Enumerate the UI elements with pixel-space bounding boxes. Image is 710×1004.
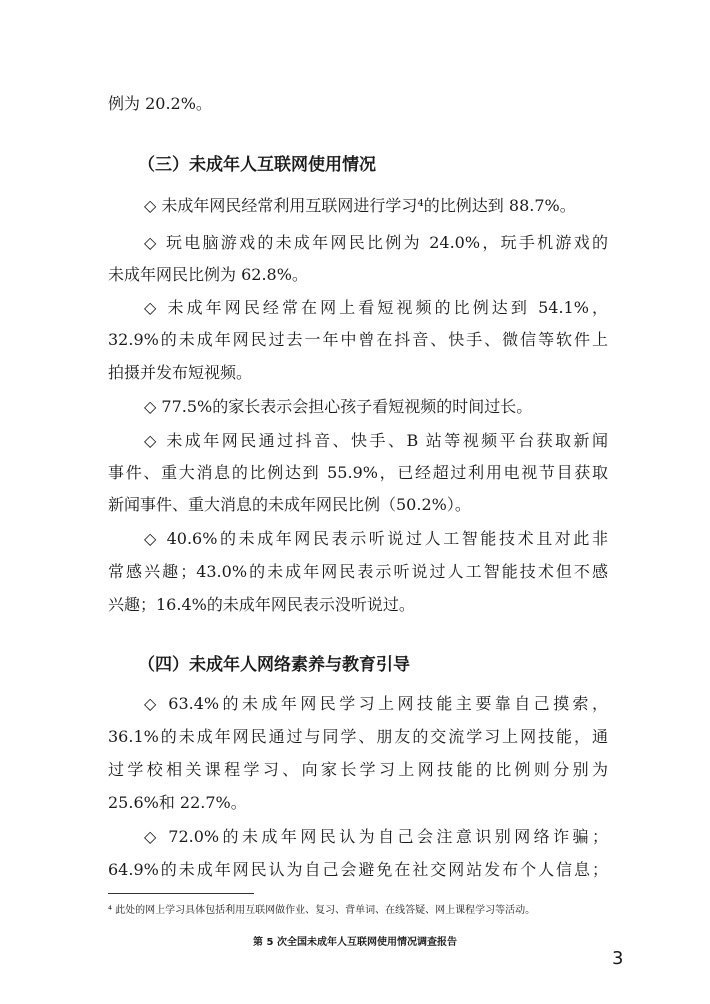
section3-paragraph1: ◇ 未成年网民经常利用互联网进行学习⁴的比例达到 88.7%。	[144, 196, 576, 215]
section4-paragraph1-line1: ◇ 63.4%的未成年网民学习上网技能主要靠自己摸索，	[144, 694, 608, 713]
section3-heading: （三）未成年人互联网使用情况	[138, 155, 376, 175]
section4-paragraph1-line2: 36.1%的未成年网民通过与同学、朋友的交流学习上网技能，通	[108, 727, 608, 746]
section3-paragraph5-line1: ◇ 未成年网民通过抖音、快手、B 站等视频平台获取新闻	[144, 431, 608, 450]
section3-paragraph2-line2: 未成年网民比例为 62.8%。	[108, 265, 308, 284]
report-title-footer: 第 5 次全国未成年人互联网使用情况调查报告	[253, 937, 457, 948]
section3-paragraph5-line2: 事件、重大消息的比例达到 55.9%，已经超过利用电视节目获取	[108, 463, 608, 482]
section4-paragraph1-line3: 过学校相关课程学习、向家长学习上网技能的比例则分别为	[108, 760, 608, 779]
section3-paragraph2-line1: ◇ 玩电脑游戏的未成年网民比例为 24.0%，玩手机游戏的	[144, 233, 608, 252]
section3-paragraph6-line2: 常感兴趣；43.0%的未成年网民表示听说过人工智能技术但不感	[108, 562, 608, 581]
section4-paragraph1-line4: 25.6%和 22.7%。	[108, 793, 247, 812]
footnote-divider	[108, 893, 254, 894]
page-number: 3	[612, 948, 624, 969]
section4-heading: （四）未成年人网络素养与教育引导	[138, 655, 410, 675]
section3-paragraph4: ◇ 77.5%的家长表示会担心孩子看短视频的时间过长。	[144, 397, 533, 416]
footnote: ⁴ 此处的网上学习具体包括利用互联网做作业、复习、背单词、在线答疑、网上课程学习等活动。	[108, 905, 536, 916]
section3-paragraph3-line3: 拍摄并发布短视频。	[108, 363, 253, 382]
section4-paragraph2-line2: 64.9%的未成年网民认为自己会避免在社交网站发布个人信息；	[108, 860, 608, 879]
section3-paragraph3-line1: ◇ 未成年网民经常在网上看短视频的比例达到 54.1%，	[144, 298, 608, 317]
section4-paragraph2-line1: ◇ 72.0%的未成年网民认为自己会注意识别网络诈骗；	[144, 827, 608, 846]
opening-line: 例为 20.2%。	[108, 94, 212, 113]
section3-paragraph5-line3: 新闻事件、重大消息的未成年网民比例（50.2%）。	[108, 495, 471, 514]
section3-paragraph6-line1: ◇ 40.6%的未成年网民表示听说过人工智能技术且对此非	[144, 529, 608, 548]
section3-paragraph6-line3: 兴趣；16.4%的未成年网民表示没听说过。	[108, 595, 415, 614]
section3-paragraph3-line2: 32.9%的未成年网民过去一年中曾在抖音、快手、微信等软件上	[108, 330, 608, 349]
